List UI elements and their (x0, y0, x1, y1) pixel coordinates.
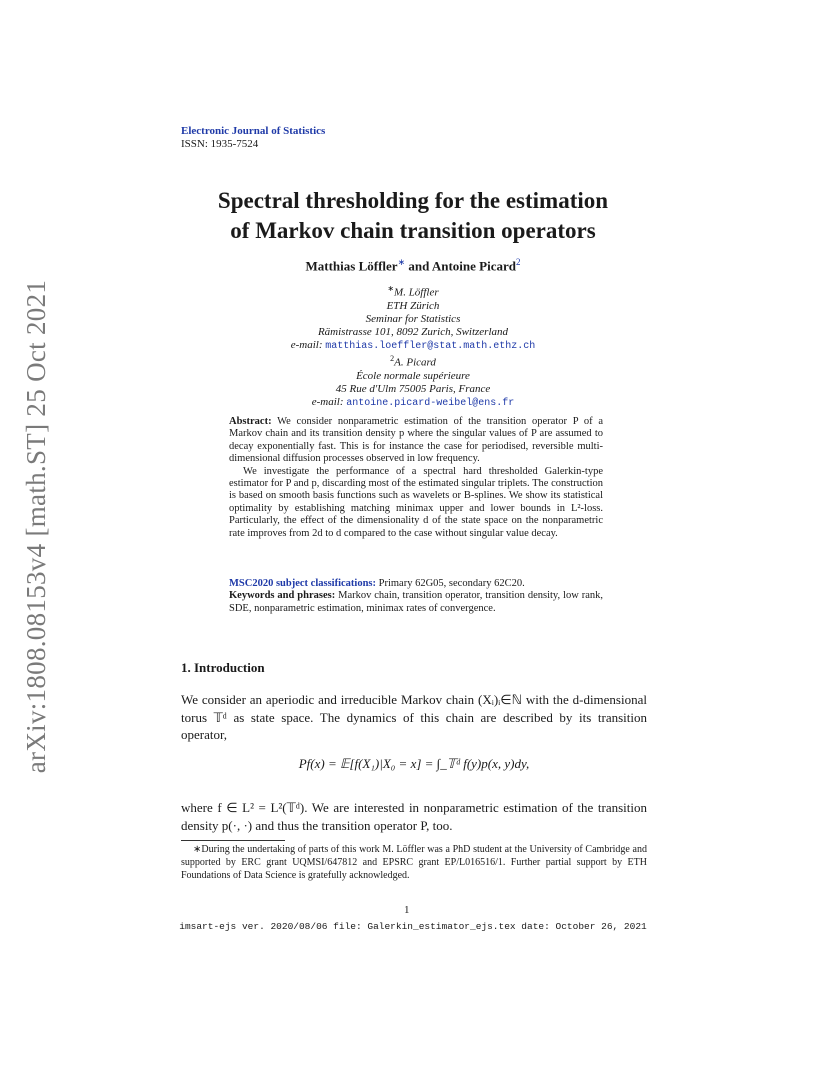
journal-header (181, 125, 325, 151)
arxiv-identifier-stamp (14, 278, 60, 774)
email-label: e-mail: (311, 395, 347, 408)
author-1-footnote-mark[interactable]: ∗ (397, 257, 406, 267)
affiliation-2-line: 45 Rue d'Ulm 75005 Paris, France (335, 382, 491, 395)
intro-paragraph-1-text: We consider an aperiodic and irreducible Markov chain (Xᵢ)ᵢ∈ℕ with the d-dimensional torus 𝕋ᵈ as state space. The dynamics of this chain are described by its transition operator, (181, 692, 647, 742)
abstract-label: Abstract: (229, 416, 272, 427)
journal-name[interactable]: Electronic Journal of Statistics (181, 125, 326, 137)
msc-classification-link[interactable]: MSC2020 subject classifications: (229, 578, 376, 589)
msc-classification-value: Primary 62G05, secondary 62C20. (378, 578, 525, 589)
paper-title (150, 186, 676, 246)
affiliation-1-mark: ∗ (387, 284, 395, 293)
affiliation-2-mark: 2 (390, 354, 395, 363)
keywords-value: Markov chain, transition operator, transition density, low rank, SDE, nonparametric estimation, minimax rates of convergence. (229, 590, 603, 614)
email-label: e-mail: (290, 338, 326, 351)
title-line-2: of Markov chain transition operators (230, 218, 596, 243)
author-1-email-link[interactable]: matthias.loeffler@stat.math.ethz.ch (325, 340, 536, 352)
intro-paragraph-2 (181, 799, 647, 834)
intro-paragraph-2-text: where f ∈ L² = L²(𝕋ᵈ). We are interested in nonparametric estimation of the transition density p(·, ·) and thus the transition operator P, too. (181, 800, 647, 833)
affiliation-2-name: A. Picard (394, 356, 436, 369)
issn: ISSN: 1935-7524 (181, 138, 259, 150)
footnote-rule (181, 840, 285, 841)
keywords-label: Keywords and phrases: (229, 590, 336, 602)
affiliation-2 (150, 352, 676, 410)
title-line-1: Spectral thresholding for the estimation (217, 188, 609, 213)
arxiv-id: arXiv:1808.08153v4 [math.ST] 25 Oct 2021 (21, 279, 52, 773)
author-2-email-link[interactable]: antoine.picard-weibel@ens.fr (346, 397, 515, 409)
abstract (229, 416, 603, 540)
author-list (150, 257, 676, 274)
abstract-paragraph-1: We consider nonparametric estimation of the transition operator P of a Markov chain and its transition density p where the singular values of P are assumed to decay exponentially fast. This is for instance the case for periodised, reversible multi-dimensional diffusion processes observed in low frequency. (229, 416, 603, 465)
section-heading-introduction: 1. Introduction (181, 660, 265, 675)
page-number: 1 (404, 904, 410, 916)
intro-paragraph-1 (181, 691, 647, 744)
author-joiner: and (405, 258, 432, 274)
author-2: Antoine Picard (431, 258, 516, 274)
imsart-footer: imsart-ejs ver. 2020/08/06 file: Galerkin_estimator_ejs.tex date: October 26, 2021 (179, 921, 647, 932)
affiliation-1-line: Rämistrasse 101, 8092 Zurich, Switzerland (317, 325, 509, 338)
affiliation-1-name: M. Löffler (394, 286, 439, 299)
affiliation-1-line: Seminar for Statistics (365, 312, 461, 325)
footnote-text: ∗During the undertaking of parts of this work M. Löffler was a PhD student at the University of Cambridge and supported by ERC grant UQMSI/647812 and EPSRC grant EP/L016516/1. Further partial support by ETH Foundations of Data Science is gratefully acknowledged. (181, 844, 647, 881)
author-1: Matthias Löffler (305, 258, 398, 274)
author-2-affiliation-mark[interactable]: 2 (516, 257, 521, 267)
abstract-paragraph-2: We investigate the performance of a spectral hard thresholded Galerkin-type estimator for P and p, discarding most of the estimated singular triplets. The construction is based on smooth basis functions such as wavelets or B-splines. We show its statistical optimality by establishing matching minimax upper and lower bounds in L²-loss. Particularly, the effect of the dimensionality d of the state space on the nonparametric rate improves from 2d to d compared to the case without singular value decay. (229, 465, 603, 539)
affiliation-2-line: École normale supérieure (356, 369, 470, 382)
transition-operator-equation: Pf(x) = 𝔼[f(X₁)|X₀ = x] = ∫_𝕋ᵈ f(y)p(x, y)dy, (298, 756, 530, 771)
footnote (181, 843, 647, 882)
affiliation-1-line: ETH Zürich (386, 299, 440, 312)
affiliation-1 (150, 282, 676, 353)
keywords-block (229, 578, 603, 615)
